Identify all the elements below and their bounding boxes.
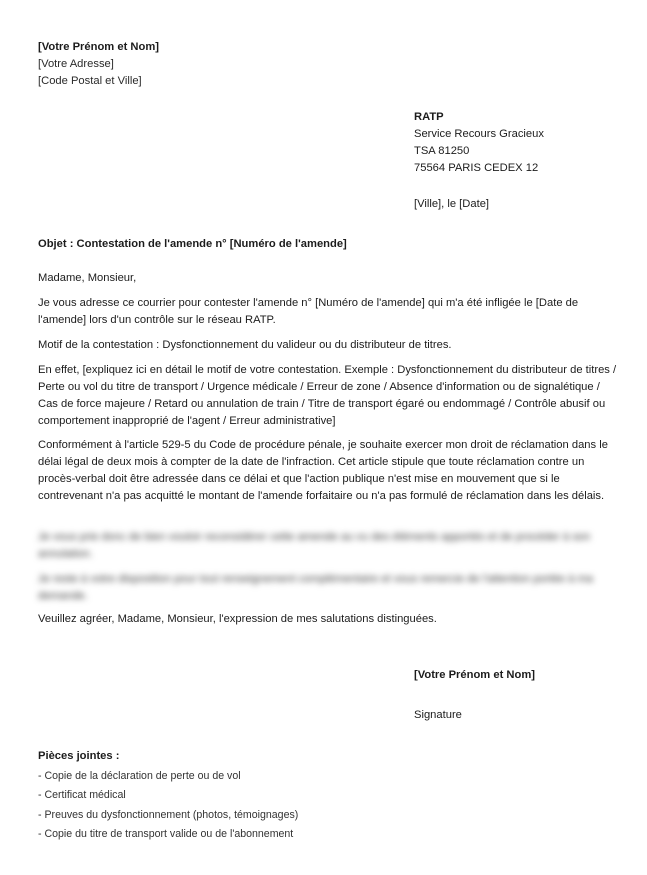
attachments-list: [38, 767, 298, 845]
paragraph-legal-basis: Conformément à l'article 529-5 du Code de procédure pénale, je souhaite exercer mon droit de réclamation dans le délai légal de deux mois à compter de la date de l'infraction. Cet article stipule que toute réclamation contre un procès-verbal doit être adressée dans ce délai et que l'action publique n'est mise en mouvement que si le contrevenant n'a pas acquitté le montant de l'amende forfaitaire ou n'a pas formulé de réclamation dans les délais.: [38, 439, 608, 502]
attachments-block: [38, 747, 298, 845]
recipient-block: [414, 109, 544, 177]
sender-address: [Votre Adresse]: [38, 58, 114, 70]
signature-name: [Votre Prénom et Nom]: [414, 669, 536, 681]
recipient-service: Service Recours Gracieux: [414, 128, 544, 140]
sender-block: [38, 39, 159, 90]
greeting: Madame, Monsieur,: [38, 272, 137, 284]
attachment-item: - Copie de la déclaration de perte ou de vol: [38, 769, 241, 782]
paragraph-reason: Motif de la contestation : Dysfonctionnement du valideur ou du distributeur de titres.: [38, 339, 452, 351]
recipient-city: 75564 PARIS CEDEX 12: [414, 162, 539, 174]
attachment-item: - Certificat médical: [38, 789, 126, 801]
letter-subject: Objet : Contestation de l'amende n° [Numéro de l'amende]: [38, 238, 347, 250]
signature-label: Signature: [414, 709, 462, 721]
attachment-item: - Preuves du dysfonctionnement (photos, témoignages): [38, 808, 299, 821]
paragraph-explanation: En effet, [expliquez ici en détail le motif de votre contestation. Exemple : Dysfonctionnement du distributeur de titres / Perte ou vol du titre de transport / Urgence médicale / Erreur de zone / Absence d'information ou de signalétique / Cas de force majeure / Retard ou annulation de train / Titre de transport égaré ou endommagé / Contrôle abusif ou comportement inapproprié de l'agent / Erreur administrative]: [38, 364, 617, 427]
blurred-paragraph-1: Je vous prie donc de bien vouloir reconsidérer cette amende au vu des éléments apportés et de procéder à son annulation.: [38, 531, 591, 560]
sender-postal-city: [Code Postal et Ville]: [38, 75, 142, 87]
sender-name: [Votre Prénom et Nom]: [38, 41, 160, 53]
blurred-paragraph-2: Je reste à votre disposition pour tout renseignement complémentaire et vous remercie de l'attention portée à ma demande.: [38, 573, 593, 602]
recipient-org: RATP: [414, 111, 444, 123]
recipient-tsa: TSA 81250: [414, 145, 470, 157]
date-line: [Ville], le [Date]: [414, 198, 490, 210]
closing-formula: Veuillez agréer, Madame, Monsieur, l'expression de mes salutations distinguées.: [38, 613, 437, 625]
paragraph-fine-reference: Je vous adresse ce courrier pour contester l'amende n° [Numéro de l'amende] qui m'a été infligée le [Date de l'amende] lors d'un contrôle sur le réseau RATP.: [38, 297, 579, 326]
attachments-title: Pièces jointes :: [38, 750, 120, 762]
attachment-item: - Copie du titre de transport valide ou de l'abonnement: [38, 828, 294, 840]
